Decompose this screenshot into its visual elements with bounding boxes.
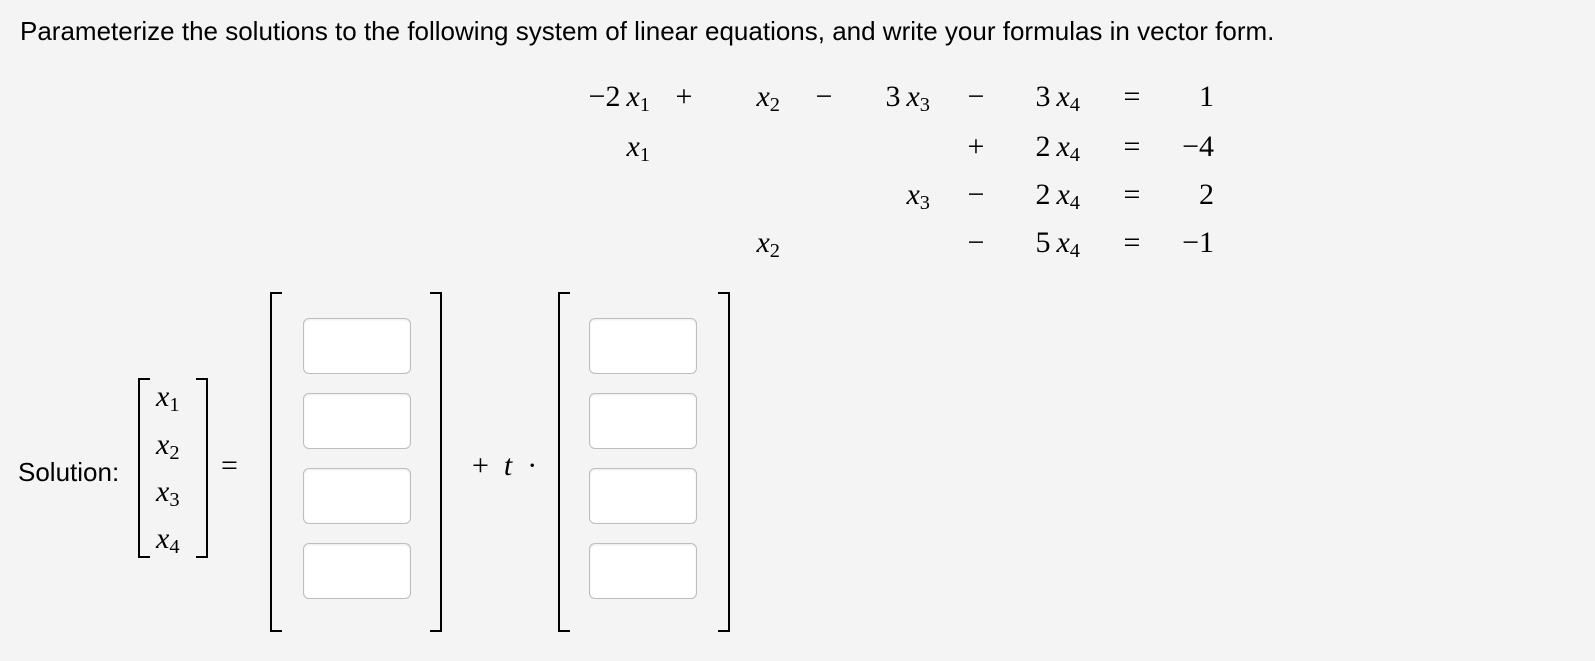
constant-vector-entry-2[interactable] — [303, 393, 411, 449]
constant-vector-entry-3[interactable] — [303, 468, 411, 524]
solution-label: Solution: — [18, 457, 120, 487]
left-bracket — [138, 378, 150, 558]
var-x2: $x_2$ — [156, 428, 180, 465]
left-bracket — [270, 292, 282, 632]
term-x4: 3 $x_4$ — [1035, 80, 1080, 117]
operator: − — [967, 80, 985, 113]
rhs-value: 1 — [1199, 80, 1214, 113]
equals-sign: = — [1123, 226, 1141, 259]
var-x1: $x_1$ — [156, 380, 180, 417]
left-bracket — [558, 292, 570, 632]
rhs-value: −1 — [1182, 226, 1214, 259]
right-bracket — [430, 292, 442, 632]
term-x1: $x_1$ — [626, 130, 650, 167]
term-x4: 2 $x_4$ — [1035, 178, 1080, 215]
term-x4: 5 $x_4$ — [1035, 226, 1080, 263]
question-prompt: Parameterize the solutions to the following system of linear equations, and write your formulas in vector form. — [20, 16, 1275, 46]
term-x4: 2 $x_4$ — [1035, 130, 1080, 167]
term-x1: −2 $x_1$ — [588, 80, 650, 117]
var-x4: $x_4$ — [156, 522, 180, 559]
operator: − — [967, 178, 985, 211]
operator: + — [675, 80, 693, 113]
equals-sign: = — [1123, 80, 1141, 113]
rhs-value: −4 — [1182, 130, 1214, 163]
direction-vector-entry-3[interactable] — [589, 468, 697, 524]
right-bracket — [718, 292, 730, 632]
operator: + — [967, 130, 985, 163]
equals-sign: = — [1123, 130, 1141, 163]
right-bracket — [196, 378, 208, 558]
operator: − — [815, 80, 833, 113]
operator: − — [967, 226, 985, 259]
direction-vector-entry-4[interactable] — [589, 543, 697, 599]
constant-vector-entry-1[interactable] — [303, 318, 411, 374]
direction-vector-entry-1[interactable] — [589, 318, 697, 374]
var-x3: $x_3$ — [156, 475, 180, 512]
direction-vector-entry-2[interactable] — [589, 393, 697, 449]
equals-sign: = — [1123, 178, 1141, 211]
term-x2: $x_2$ — [756, 80, 780, 117]
plus-t-dot: + t · — [472, 449, 538, 482]
rhs-value: 2 — [1199, 178, 1214, 211]
term-x3: 3 $x_3$ — [885, 80, 930, 117]
constant-vector-entry-4[interactable] — [303, 543, 411, 599]
solution-equals-sign: = — [221, 449, 238, 482]
term-x2: $x_2$ — [756, 226, 780, 263]
term-x3: $x_3$ — [906, 178, 930, 215]
